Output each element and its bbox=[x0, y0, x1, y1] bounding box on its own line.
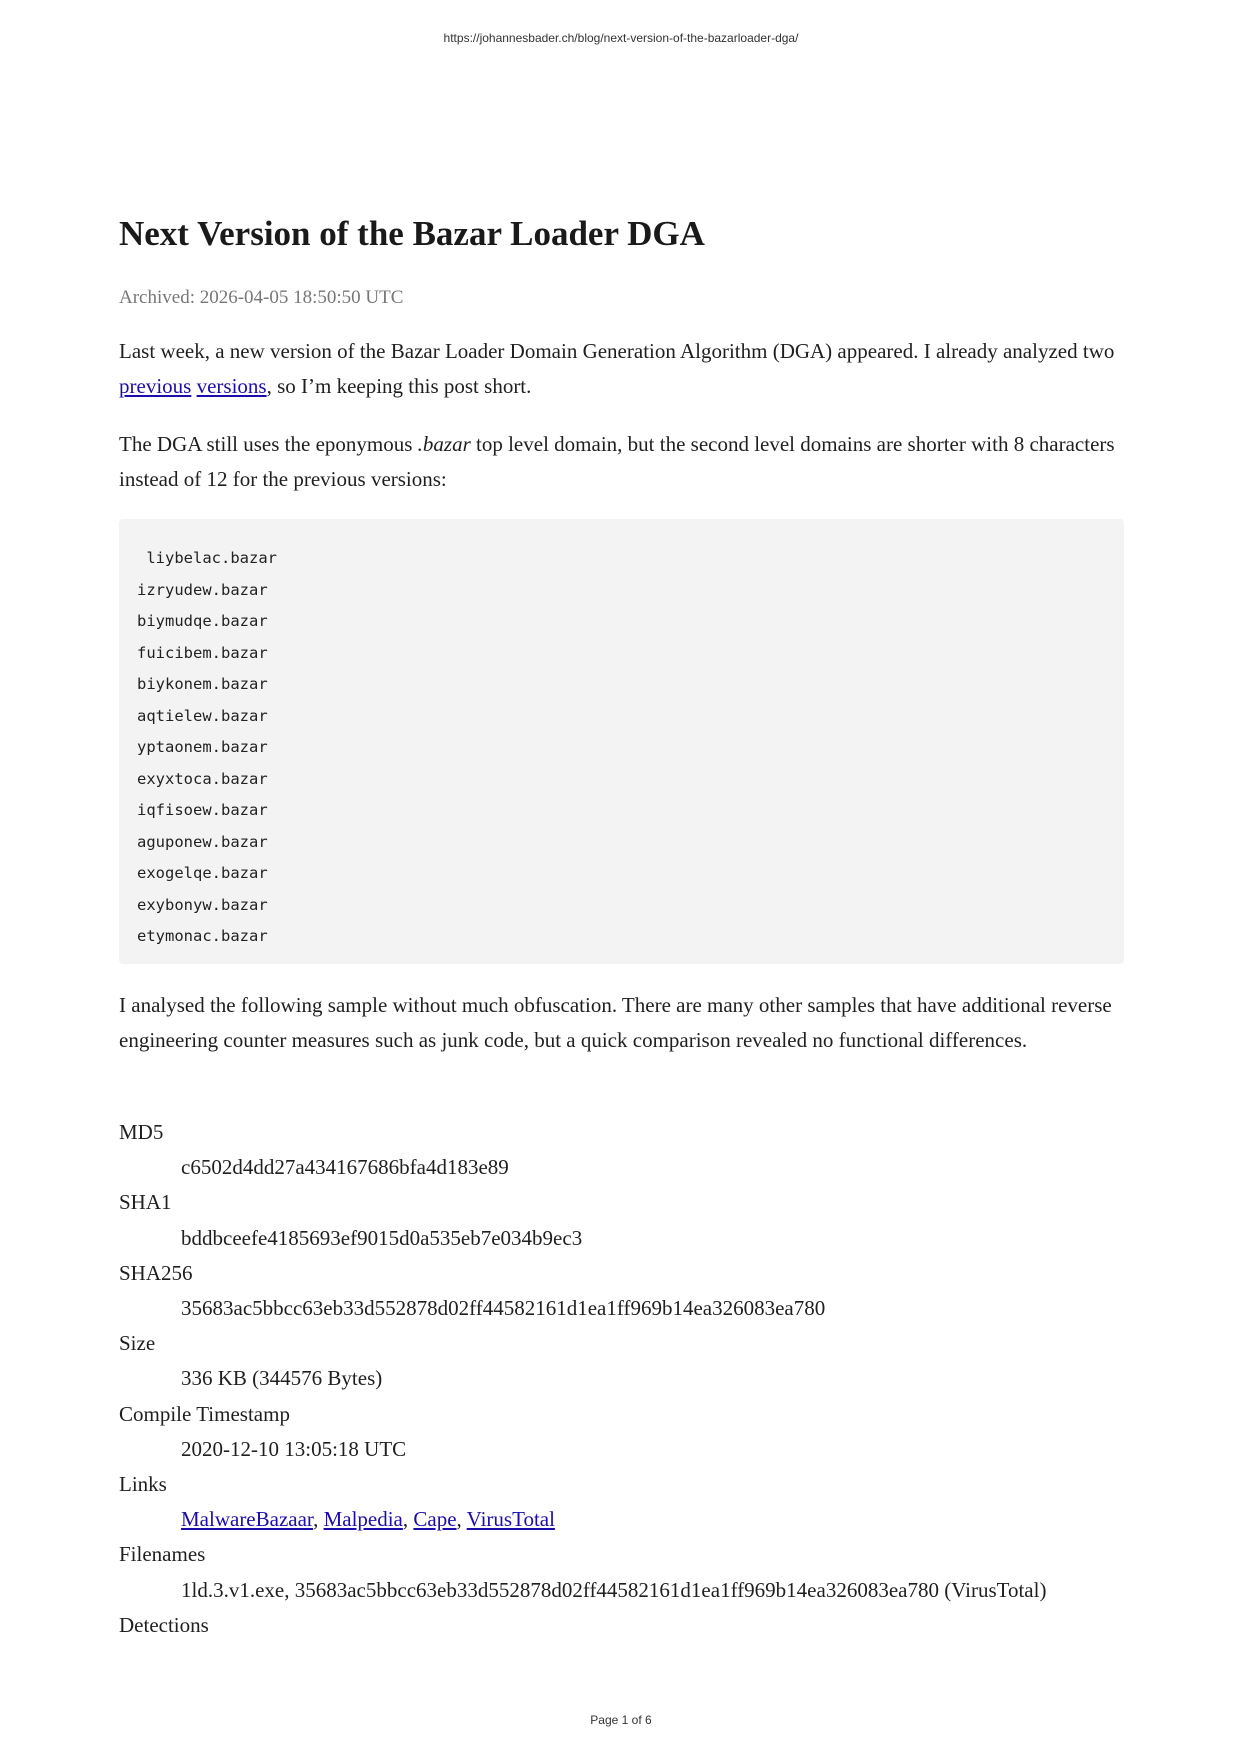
detections-label: Detections bbox=[119, 1612, 209, 1637]
malpedia-link[interactable]: Malpedia bbox=[323, 1507, 403, 1532]
code-line: exogelqe.bazar bbox=[137, 864, 268, 882]
article-title: Next Version of the Bazar Loader DGA bbox=[119, 214, 705, 253]
virustotal-link[interactable]: VirusTotal bbox=[466, 1507, 555, 1532]
link-separator: , bbox=[402, 1507, 414, 1532]
sha256-value: 35683ac5bbcc63eb33d552878d02ff44582161d1ea1ff969b14ea326083ea780 bbox=[181, 1296, 826, 1321]
sample-details bbox=[119, 1115, 1124, 1643]
sample-paragraph: I analysed the following sample without much obfuscation. There are many other samples that have additional reverse engineering counter measures such as junk code, but a quick comparison revealed no functional differences. bbox=[119, 993, 1112, 1052]
code-line: izryudew.bazar bbox=[137, 580, 268, 599]
code-line: exybonyw.bazar bbox=[137, 895, 268, 914]
size-value: 336 KB (344576 Bytes) bbox=[181, 1366, 383, 1391]
md5-label: MD5 bbox=[119, 1120, 164, 1144]
md5-value: c6502d4dd27a434167686bfa4d183e89 bbox=[181, 1155, 509, 1180]
links-value bbox=[181, 1502, 1124, 1537]
intro-paragraph bbox=[119, 334, 1124, 403]
code-line: fuicibem.bazar bbox=[137, 643, 268, 662]
code-line: aguponew.bazar bbox=[137, 832, 268, 851]
links-label: Links bbox=[119, 1472, 167, 1497]
code-line: etymonac.bazar bbox=[137, 927, 268, 945]
sha256-label: SHA256 bbox=[119, 1260, 193, 1285]
sha1-label: SHA1 bbox=[119, 1190, 172, 1215]
compile-timestamp-label: Compile Timestamp bbox=[119, 1401, 290, 1426]
code-line: biykonem.bazar bbox=[137, 675, 268, 693]
intro-text-before: Last week, a new version of the Bazar Loader Domain Generation Algorithm (DGA) appeared. I already analyzed two bbox=[119, 339, 1115, 363]
code-line: biymudqe.bazar bbox=[137, 612, 268, 630]
code-line: aqtielew.bazar bbox=[137, 706, 268, 725]
tld-text-after: top level domain, but the second level domains are shorter with 8 characters instead of 12 for the previous versions: bbox=[119, 432, 1115, 491]
previous-link[interactable]: previous bbox=[119, 373, 192, 398]
sha1-value: bddbceefe4185693ef9015d0a535eb7e034b9ec3 bbox=[181, 1225, 583, 1250]
tld-text-before: The DGA still uses the eponymous bbox=[119, 432, 418, 456]
page-number-footer: Page 1 of 6 bbox=[590, 1713, 652, 1727]
code-line: yptaonem.bazar bbox=[137, 738, 268, 756]
domain-code-block bbox=[119, 519, 1124, 964]
filenames-label: Filenames bbox=[119, 1542, 206, 1567]
page-url-header: https://johannesbader.ch/blog/next-version-of-the-bazarloader-dga/ bbox=[443, 31, 799, 45]
archived-timestamp: Archived: 2026-04-05 18:50:50 UTC bbox=[119, 287, 404, 308]
filenames-value: 1ld.3.v1.exe, 35683ac5bbcc63eb33d552878d02ff44582161d1ea1ff969b14ea326083ea780 (VirusTotal) bbox=[181, 1577, 1047, 1602]
tld-emphasis: .bazar bbox=[417, 432, 471, 456]
intro-text-after: , so I’m keeping this post short. bbox=[266, 373, 532, 398]
link-separator: , bbox=[313, 1507, 324, 1532]
code-line: exyxtoca.bazar bbox=[137, 769, 268, 788]
cape-link[interactable]: Cape bbox=[413, 1507, 457, 1532]
code-line: iqfisoew.bazar bbox=[137, 801, 268, 819]
versions-link[interactable]: versions bbox=[196, 373, 267, 398]
link-separator: , bbox=[456, 1507, 467, 1532]
tld-paragraph bbox=[119, 427, 1124, 496]
code-line: liybelac.bazar bbox=[137, 549, 277, 567]
compile-timestamp-value: 2020-12-10 13:05:18 UTC bbox=[181, 1436, 407, 1461]
malwarebazaar-link[interactable]: MalwareBazaar bbox=[181, 1507, 314, 1532]
size-label: Size bbox=[119, 1331, 156, 1356]
